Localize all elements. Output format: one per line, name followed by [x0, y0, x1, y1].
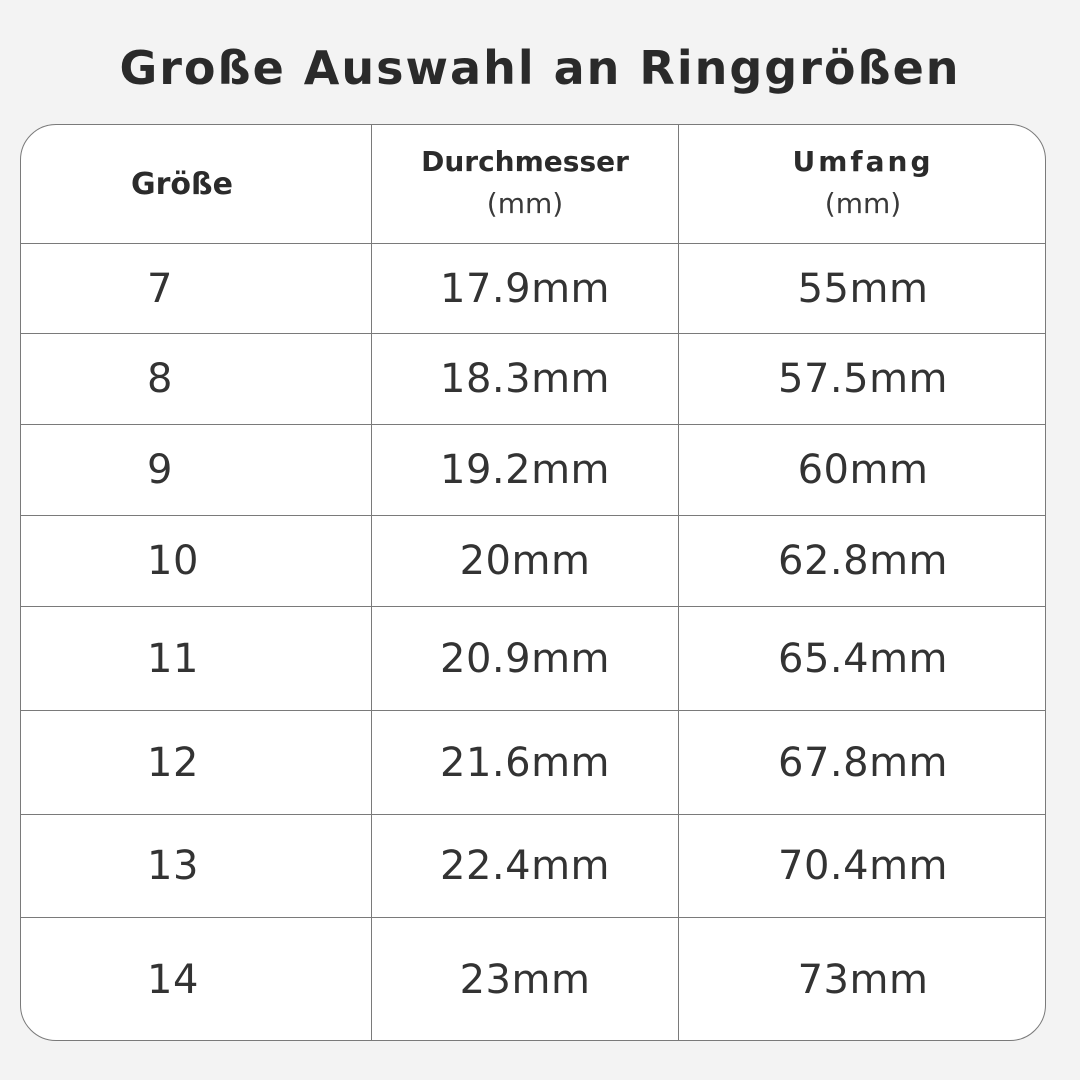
circumference-value: 55mm — [797, 265, 929, 312]
size-value: 8 — [147, 356, 173, 402]
diameter-cell — [372, 607, 679, 710]
circumference-cell — [679, 334, 1046, 424]
size-cell — [21, 244, 372, 333]
diameter-cell — [372, 516, 679, 606]
size-value: 13 — [147, 843, 199, 889]
diameter-value: 17.9mm — [440, 265, 610, 312]
diameter-value: 23mm — [459, 957, 591, 1003]
table-row — [21, 425, 1045, 516]
header-cell-circumference — [679, 125, 1046, 243]
circumference-cell — [679, 918, 1046, 1041]
circumference-cell — [679, 516, 1046, 606]
page-title: Große Auswahl an Ringgrößen — [119, 41, 961, 95]
ring-size-table — [20, 124, 1046, 1041]
diameter-value: 21.6mm — [440, 739, 610, 786]
diameter-value: 22.4mm — [440, 843, 610, 889]
header-diameter-label: Durchmesser — [421, 145, 629, 178]
size-cell — [21, 711, 372, 814]
size-cell — [21, 607, 372, 710]
header-circumference-label: Umfang — [792, 145, 934, 178]
circumference-value: 73mm — [797, 957, 929, 1003]
diameter-value: 20.9mm — [440, 635, 610, 682]
size-value: 10 — [147, 538, 199, 584]
table-row — [21, 244, 1045, 334]
diameter-cell — [372, 711, 679, 814]
diameter-value: 18.3mm — [440, 356, 610, 402]
size-value: 11 — [147, 635, 199, 682]
diameter-cell — [372, 244, 679, 333]
diameter-value: 20mm — [459, 538, 591, 584]
circumference-value: 60mm — [797, 447, 929, 493]
table-row — [21, 711, 1045, 815]
circumference-value: 65.4mm — [778, 635, 948, 682]
header-diameter-unit: (mm) — [486, 187, 564, 220]
size-cell — [21, 918, 372, 1041]
circumference-cell — [679, 815, 1046, 917]
table-header-row — [21, 125, 1045, 244]
size-cell — [21, 425, 372, 515]
circumference-cell — [679, 244, 1046, 333]
table-row — [21, 607, 1045, 711]
size-cell — [21, 815, 372, 917]
size-value: 7 — [147, 265, 173, 312]
size-cell — [21, 516, 372, 606]
diameter-cell — [372, 918, 679, 1041]
circumference-cell — [679, 711, 1046, 814]
table-row — [21, 918, 1045, 1041]
header-size-label: Größe — [131, 166, 233, 202]
size-value: 14 — [147, 957, 199, 1003]
table-row — [21, 334, 1045, 425]
circumference-cell — [679, 425, 1046, 515]
table-row — [21, 815, 1045, 918]
header-cell-size — [21, 125, 372, 243]
circumference-value: 62.8mm — [778, 538, 948, 584]
size-cell — [21, 334, 372, 424]
circumference-cell — [679, 607, 1046, 710]
header-circumference-unit: (mm) — [824, 187, 902, 220]
size-value: 9 — [147, 447, 173, 493]
diameter-cell — [372, 334, 679, 424]
size-value: 12 — [147, 739, 199, 786]
circumference-value: 70.4mm — [778, 843, 948, 889]
diameter-value: 19.2mm — [440, 447, 610, 493]
header-cell-diameter — [372, 125, 679, 243]
circumference-value: 57.5mm — [778, 356, 948, 402]
table-row — [21, 516, 1045, 607]
diameter-cell — [372, 815, 679, 917]
diameter-cell — [372, 425, 679, 515]
circumference-value: 67.8mm — [778, 739, 948, 786]
